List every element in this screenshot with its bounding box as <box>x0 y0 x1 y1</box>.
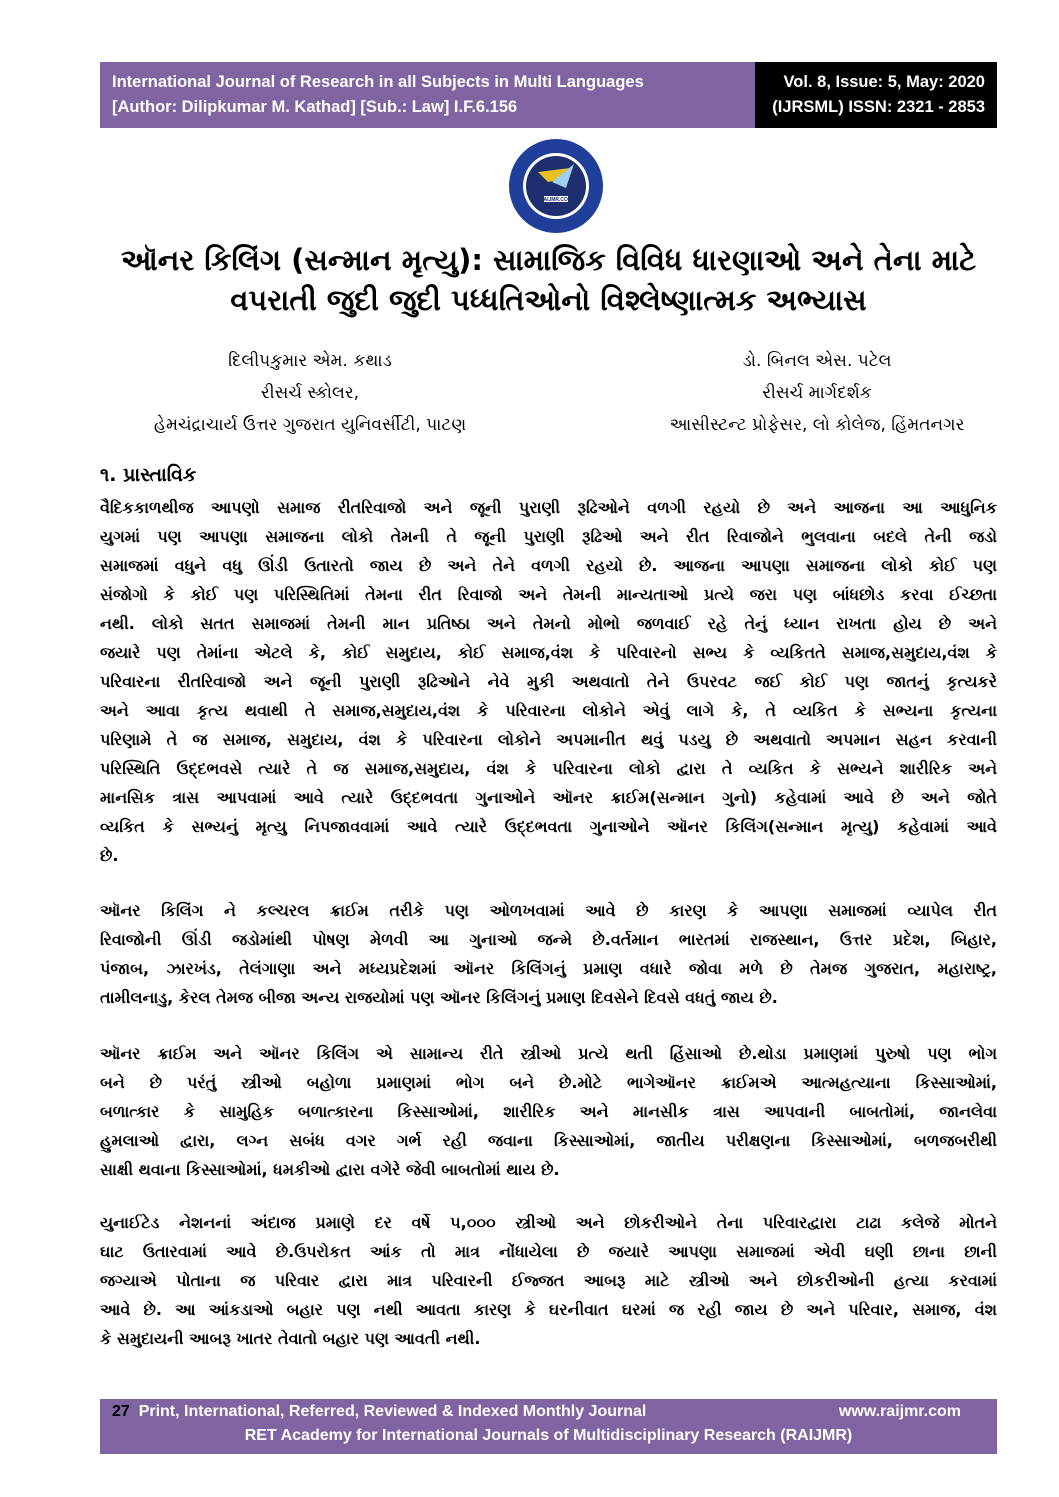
header-right-band <box>755 62 997 128</box>
paragraph-line: પરિસ્થિતિ ઉદ્દભવસે ત્યારે તે જ સમાજ,સમુદાય, વંશ કે પરિવારના લોકો દ્વારા તે વ્યકિત કે સભ્યને શારીરિક અને <box>100 759 997 778</box>
paragraph-line: નથી. લોકો સતત સમાજમાં તેમની માન પ્રતિષ્ઠા અને તેમનો મોભો જળવાઈ રહે તેનું ધ્યાન રાખતા હોય છે અને <box>100 614 997 633</box>
body-paragraph <box>100 896 997 1012</box>
section-heading: ૧. પ્રાસ્તાવિક <box>100 464 197 486</box>
paragraph-line: જયારે પણ તેમાંના એટલે કે, કોઈ સમુદાય, કોઈ સમાજ,વંશ કે પરિવારનો સભ્ય કે વ્યકિતતે સમાજ,સમુદાય,વંશ કે <box>100 643 997 662</box>
authors-block <box>100 345 997 441</box>
paper-title <box>100 240 997 320</box>
volume-issue: Vol. 8, Issue: 5, May: 2020 <box>783 73 985 91</box>
paragraph-line: પંજાબ, ઝારખંડ, તેલંગાણા અને મધ્યપ્રદેશમાં ઑનર કિલિંગનું પ્રમાણ વધારે જોવા મળે છે તેમજ ગુજરાત, મહારાષ્ટ્ર, <box>100 959 997 978</box>
paragraph-line: પરિવારના રીતરિવાજો અને જૂની પુરાણી રૂઢિઓને નેવે મુકી અથવાતો તેને ઉપરવટ જઈ કોઈ પણ જાતનું કૃત્યકરે <box>100 672 997 691</box>
footer-publisher: RET Academy for International Journals of Multidisciplinary Research (RAIJMR) <box>244 1427 853 1444</box>
paragraph-line: તામીલનાડુ, કેરલ તેમજ બીજા અન્ય રાજયોમાં પણ ઑનર કિલિંગનું પ્રમાણ દિવસેને દિવસે વધતું જાય છે. <box>100 988 778 1007</box>
paragraph-line: ઑનર ક્રાઈમ અને ઑનર કિલિંગ એ સામાન્ય રીતે સ્ત્રીઓ પ્રત્યે થતી હિંસાઓ છે.થોડા પ્રમાણમાં પુરુષો પણ ભોગ <box>100 1044 997 1063</box>
paragraph-line: સંજોગો કે કોઈ પણ પરિસ્થિતિમાં તેમના રીત રિવાજો અને તેમની માન્યતાઓ પ્રત્યે જરા પણ બાંધછોડ કરવા ઈચ્છતા <box>100 585 997 604</box>
author-name: દિલીપકુમાર એમ. કથાડ <box>228 351 392 371</box>
paragraph-line: બળાત્કાર કે સામુહિક બળાત્કારના કિસ્સાઓમાં, શારીરિક અને માનસીક ત્રાસ આપવાની બાબતોમાં, જાનલેવા <box>100 1102 997 1121</box>
paragraph-line: ઑનર કિલિંગ ને કલ્ચરલ ક્રાઈમ તરીકે પણ ઓળખવામાં આવે છે કારણ કે આપણા સમાજમાં વ્યાપેલ રીત <box>100 901 997 920</box>
paragraph-line: પરિણામે તે જ સમાજ, સમુદાય, વંશ કે પરિવારના લોકોને અપમાનીત થવું પડયુ છે અથવાતો અપમાન સહન કરવાની <box>100 730 997 749</box>
title-line-2: વપરાતી જુદી જુદી પધ્ધતિઓનો વિશ્લેષ્ણાત્મક અભ્યાસ <box>230 283 867 317</box>
body-paragraph <box>100 1039 997 1184</box>
author-affiliation: હેમચંદ્રાચાર્ય ઉત્તર ગુજરાત યુનિવર્સીટી, પાટણ <box>153 415 467 435</box>
author-1 <box>100 345 520 441</box>
raijmr-logo <box>508 138 604 234</box>
author-role: રીસર્ચ માર્ગદર્શક <box>762 383 872 403</box>
paragraph-line: બને છે પરંતું સ્ત્રીઓ બહોળા પ્રમાણમાં ભોગ બને છે.મોટે ભાગેઑનર ક્રાઈમએ આત્મહત્યાના કિસ્સાઓમાં, <box>100 1073 997 1092</box>
journal-footer <box>100 1399 997 1454</box>
page-number: 27 <box>112 1403 130 1420</box>
author-name: ડો. બિનલ એસ. પટેલ <box>742 351 892 371</box>
author-role: રીસર્ચ સ્કોલર, <box>260 383 360 403</box>
paragraph-line: આવે છે. આ આંકડાઓ બહાર પણ નથી આવતા કારણ કે ઘરનીવાત ઘરમાં જ રહી જાય છે અને પરિવાર, સમાજ, વંશ <box>100 1300 997 1319</box>
paragraph-line: સમાજમાં વધુને વધુ ઊંડી ઉતારતો જાય છે અને તેને વળગી રહયો છે. આજના આપણા સમાજના લોકો કોઈ પણ <box>100 556 997 575</box>
paragraph-line: માનસિક ત્રાસ આપવામાં આવે ત્યારે ઉદ્દભવતા ગુનાઓને ઑનર ક્રાઈમ(સન્માન ગુનો) કહેવામાં આવે છે અને જોતે <box>100 788 997 807</box>
paragraph-line: વ્યકિત કે સભ્યનું મૃત્યુ નિપજાવવામાં આવે ત્યારે ઉદ્દભવતા ગુનાઓને ઑનર કિલિંગ(સન્માન મૃત્યુ) કહેવામાં આવે <box>100 817 997 836</box>
paragraph-line: હુમલાઓ દ્વારા, લગ્ન સબંધ વગર ગર્ભ રહી જવાના કિસ્સાઓમાં, જાતીય પરીક્ષણના કિસ્સાઓમાં, બળજબરીથી <box>100 1131 997 1150</box>
author-affiliation: આસીસ્ટન્ટ પ્રોફેસર, લો કોલેજ, હિંમતનગર <box>669 415 965 435</box>
paragraph-line: યુનાઈટેડ નેશનનાં અંદાજ પ્રમાણે દર વર્ષે ૫,૦૦૦ સ્ત્રીઓ અને છોકરીઓને તેના પરિવારદ્વારા ટાઢા કલેજે મોતને <box>100 1213 997 1232</box>
body-paragraph <box>100 493 997 870</box>
paragraph-line: છે. <box>100 846 119 865</box>
journal-name: International Journal of Research in all Subjects in Multi Languages <box>112 73 644 91</box>
paragraph-line: અને આવા કૃત્ય થવાથી તે સમાજ,સમુદાય,વંશ કે પરિવારના લોકોને એવું લાગે કે, તે વ્યકિત કે સભ્યના કૃત્યના <box>100 701 997 720</box>
title-line-1: ઑનર કિલિંગ (સન્માન મૃત્યુ): સામાજિક વિવિધ ધારણાઓ અને તેના માટે <box>120 243 977 277</box>
paragraph-line: કે સમુદાયની આબરૂ ખાતર તેવાતો બહાર પણ આવતી નથી. <box>100 1329 481 1348</box>
paragraph-line: રિવાજોની ઊંડી જડોમાંથી પોષણ મેળવી આ ગુનાઓ જન્મે છે.વર્તમાન ભારતમાં રાજસ્થાન, ઉત્તર પ્રદેશ, બિહાર, <box>100 930 997 949</box>
paragraph-line: વૈદિકકાળથીજ આપણો સમાજ રીતરિવાજો અને જૂની પુરાણી રૂઢિઓને વળગી રહયો છે અને આજના આ આધુનિક <box>100 498 997 517</box>
paragraph-line: જગ્યાએ પોતાના જ પરિવાર દ્વારા માત્ર પરિવારની ઈજ્જત આબરૂ માટે સ્ત્રીઓ અને છોકરીઓની હત્યા કરવામાં <box>100 1271 997 1290</box>
body-paragraph <box>100 1208 997 1353</box>
footer-tagline: Print, International, Referred, Reviewed & Indexed Monthly Journal <box>138 1403 647 1420</box>
author-subject-line: [Author: Dilipkumar M. Kathad] [Sub.: Law] I.F.6.156 <box>112 98 518 116</box>
footer-website[interactable]: www.raijmr.com <box>838 1403 961 1420</box>
paragraph-line: યુગમાં પણ આપણા સમાજના લોકો તેમની તે જૂની પુરાણી રૂઢિઓ અને રીત રિવાજોને ભુલવાના બદલે તેની જડો <box>100 527 997 546</box>
paragraph-line: ઘાટ ઉતારવામાં આવે છે.ઉપરોકત આંક તો માત્ર નોંધાયેલા છે જયારે આપણા સમાજમાં એવી ઘણી છાના છાની <box>100 1242 997 1261</box>
journal-header <box>100 62 997 128</box>
issn: (IJRSML) ISSN: 2321 - 2853 <box>772 98 985 116</box>
paragraph-line: સાક્ષી થવાના કિસ્સાઓમાં, ધમકીઓ દ્વારા વગેરે જેવી બાબતોમાં થાય છે. <box>100 1160 560 1179</box>
svg-text:RAIJMR.COM: RAIJMR.COM <box>539 197 573 203</box>
header-left-band <box>100 62 755 128</box>
author-2 <box>607 345 1027 441</box>
